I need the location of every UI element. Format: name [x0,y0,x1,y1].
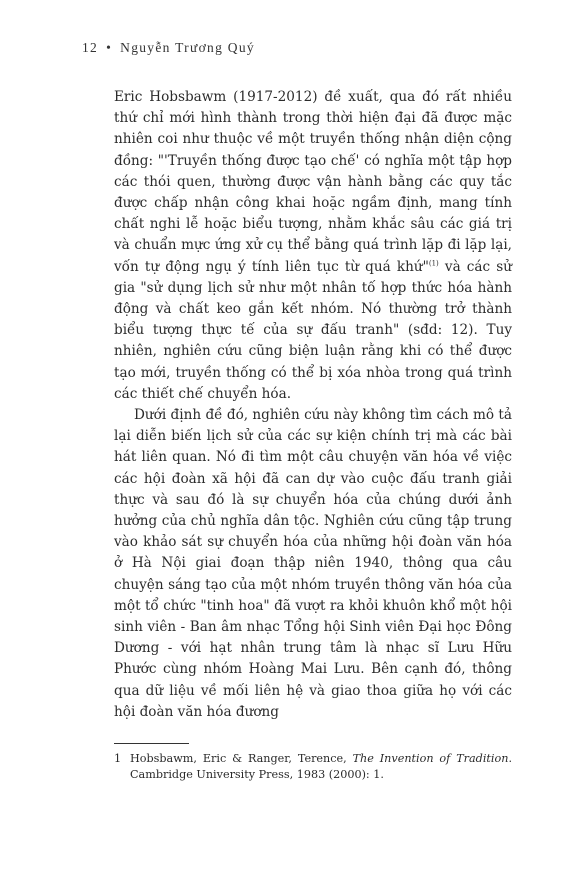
footnote [114,751,512,783]
footnote-divider [114,743,189,744]
footnote-number: 1 [114,752,122,765]
paragraph-1-text-a: Eric Hobsbawm (1917-2012) đề xuất, qua đó rất nhiều thứ chỉ mới hình thành trong thời hiện đại đã được mặc nhiên coi như thuộc về một truyền thống nhận diện cộng đồng: "'Truyền thống được tạo chế' có nghĩa một tập hợp các thói quen, thường được vận hành bằng các quy tắc được chấp nhận công khai hoặc ngầm định, mang tính chất nghi lễ hoặc biểu tượng, nhằm khắc sâu các giá trị và chuẩn mực ứng xử cụ thể bằng quá trình lặp đi lặp lại, vốn tự động ngụ ý tính liên tục từ quá khứ" [114,89,512,275]
footnote-publisher: . Cambridge University Press, 1983 (2000): 1. [130,752,512,781]
author-name: Nguyễn Trương Quý [120,40,255,55]
page-number: 12 [82,40,99,55]
paragraph-1-text-b: và các sử gia "sử dụng lịch sử như một nhân tố hợp thức hóa hành động và chất keo gắn kết nhóm. Nó thường trở thành biểu tượng thực tế của sự đấu tranh" (sđd: 12). Tuy nhiên, nghiên cứu cũng biện luận rằng khi có thể được tạo mới, truyền thống có thể bị xóa nhòa trong quá trình các thiết chế chuyển hóa. [114,258,512,402]
footnote-text [114,751,512,783]
footnote-authors: Hobsbawm, Eric & Ranger, Terence, [130,752,353,765]
main-text [114,87,512,723]
header-separator: • [106,40,113,55]
footnote-book-title: The Invention of Tradition [352,752,509,765]
paragraph-1 [114,87,512,405]
footnote-reference: (1) [428,259,439,268]
running-header [82,40,255,56]
paragraph-2: Dưới định đề đó, nghiên cứu này không tìm cách mô tả lại diễn biến lịch sử của các sự kiện chính trị mà các bài hát liên quan. Nó đi tìm một câu chuyện văn hóa về việc các hội đoàn xã hội đã can dự vào cuộc đấu tranh giải thực và sau đó là sự chuyển hóa của chúng dưới ảnh hưởng của chủ nghĩa dân tộc. Nghiên cứu cũng tập trung vào khảo sát sự chuyển hóa của những hội đoàn văn hóa ở Hà Nội giai đoạn thập niên 1940, thông qua câu chuyện sáng tạo của một nhóm truyền thông văn hóa của một tổ chức "tinh hoa" đã vượt ra khỏi khuôn khổ một hội sinh viên - Ban âm nhạc Tổng hội Sinh viên Đại học Đông Dương - với hạt nhân trung tâm là nhạc sĩ Lưu Hữu Phước cùng nhóm Hoàng Mai Lưu. Bên cạnh đó, thông qua dữ liệu về mối liên hệ và giao thoa giữa họ với các hội đoàn văn hóa đương [114,407,512,720]
